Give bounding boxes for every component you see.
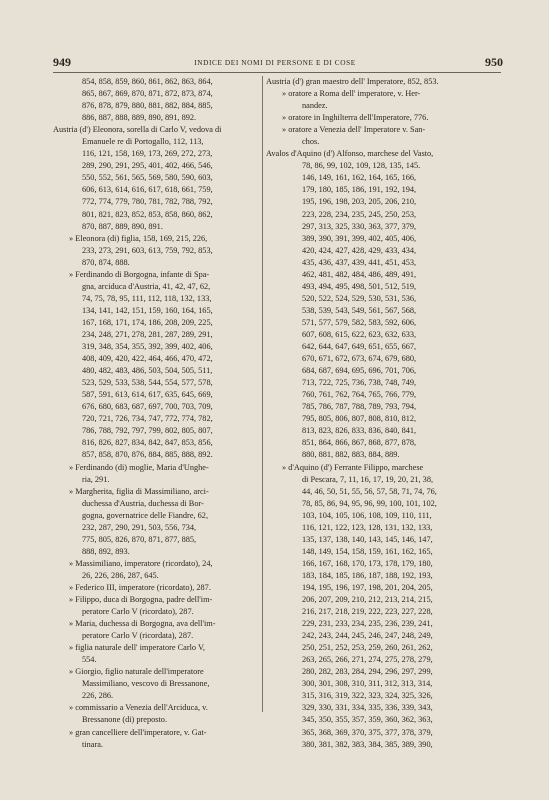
header-rule xyxy=(53,72,501,73)
page-number-right: 950 xyxy=(485,55,503,69)
index-line: » gran cancelliere dell'imperatore, v. Gat- xyxy=(69,727,207,737)
index-line: nandez. xyxy=(302,101,328,111)
index-line: 587, 591, 613, 614, 617, 635, 645, 669, xyxy=(82,390,213,400)
index-line: 250, 251, 252, 253, 259, 260, 261, 262, xyxy=(302,643,433,653)
index-line: 772, 774, 779, 780, 781, 782, 788, 792, xyxy=(82,197,213,207)
index-line: 146, 149, 161, 162, 164, 165, 166, xyxy=(302,173,417,183)
index-line: 785, 786, 787, 788, 789, 793, 794, xyxy=(302,402,417,412)
index-line: peratore Carlo V (ricordata), 287. xyxy=(82,631,194,641)
index-line: duchessa d'Austria, duchessa di Bor- xyxy=(82,498,204,508)
index-line: 493, 494, 495, 498, 501, 512, 519, xyxy=(302,281,417,291)
index-line: Emanuele re di Portogallo, 112, 113, xyxy=(82,137,204,147)
index-line: » Ferdinando (di) moglie, Maria d'Unghe- xyxy=(69,462,209,472)
index-line: » Massimiliano, imperatore (ricordato), 24, xyxy=(69,558,213,568)
index-line: 876, 878, 879, 880, 881, 882, 884, 885, xyxy=(82,101,213,111)
index-line: » d'Aquino (d') Ferrante Filippo, marchese xyxy=(282,462,424,472)
index-line: 523, 529, 533, 538, 544, 554, 577, 578, xyxy=(82,378,213,388)
index-line: 26, 226, 286, 287, 645. xyxy=(82,570,159,580)
index-line: 263, 265, 266, 271, 274, 275, 278, 279, xyxy=(302,655,433,665)
index-line: 300, 301, 308, 310, 311, 312, 313, 314, xyxy=(302,679,433,689)
index-line: 851, 864, 866, 867, 868, 877, 878, xyxy=(302,438,417,448)
index-line: 760, 761, 762, 764, 765, 766, 779, xyxy=(302,390,417,400)
index-line: 74, 75, 78, 95, 111, 112, 118, 132, 133, xyxy=(82,293,212,303)
index-line: 408, 409, 420, 422, 464, 466, 470, 472, xyxy=(82,354,213,364)
index-line: 148, 149, 154, 158, 159, 161, 162, 165, xyxy=(302,546,433,556)
index-line: chos. xyxy=(302,137,320,147)
index-line: peratore Carlo V (ricordato), 287. xyxy=(82,607,194,617)
index-line: 607, 608, 615, 622, 623, 632, 633, xyxy=(302,329,417,339)
index-line: 116, 121, 158, 169, 173, 269, 272, 273, xyxy=(82,149,213,159)
page-number-left: 949 xyxy=(53,55,71,69)
index-line: 795, 805, 806, 807, 808, 810, 812, xyxy=(302,414,417,424)
index-line: 280, 282, 283, 284, 294, 296, 297, 299, xyxy=(302,667,433,677)
index-line: 720, 721, 726, 734, 747, 772, 774, 782, xyxy=(82,414,213,424)
index-line: 786, 788, 792, 797, 799, 802, 805, 807, xyxy=(82,426,213,436)
index-line: Austria (d') gran maestro dell' Imperatore, 852, 853. xyxy=(266,77,439,86)
index-line: » Ferdinando di Borgogna, infante di Spa- xyxy=(69,269,210,279)
index-line: 870, 874, 888. xyxy=(82,257,130,267)
index-line: 554. xyxy=(82,655,97,665)
index-line: 857, 858, 870, 876, 884, 885, 888, 892. xyxy=(82,450,213,460)
index-line: 886, 887, 888, 889, 890, 891, 892. xyxy=(82,113,197,123)
index-line: 642, 644, 647, 649, 651, 655, 667, xyxy=(302,342,417,352)
index-line: 315, 316, 319, 322, 323, 324, 325, 326, xyxy=(302,691,433,701)
index-line: 880, 881, 882, 883, 884, 889. xyxy=(302,450,400,460)
index-line: 44, 46, 50, 51, 55, 56, 57, 58, 71, 74, 76, xyxy=(302,486,437,496)
index-line: 134, 141, 142, 151, 159, 160, 164, 165, xyxy=(82,305,213,315)
index-line: ria, 291. xyxy=(82,474,110,484)
index-line: 870, 887, 889, 890, 891. xyxy=(82,221,163,231)
index-line: gogna, governatrice delle Fiandre, 62, xyxy=(82,510,209,520)
index-line: 223, 228, 234, 235, 245, 250, 253, xyxy=(302,209,417,219)
index-line: 78, 86, 99, 102, 109, 128, 135, 145. xyxy=(302,161,421,171)
index-line: 167, 168, 171, 174, 186, 208, 209, 225, xyxy=(82,317,213,327)
index-line: 606, 613, 614, 616, 617, 618, 661, 759, xyxy=(82,185,213,195)
column-divider xyxy=(262,76,263,712)
index-line: » oratore a Roma dell' imperatore, v. Her- xyxy=(282,89,421,99)
index-line: » Giorgio, figlio naturale dell'imperatore xyxy=(69,667,204,677)
index-line: 435, 436, 437, 439, 441, 451, 453, xyxy=(302,257,417,267)
index-line: 380, 381, 382, 383, 384, 385, 389, 390, xyxy=(302,739,433,749)
index-line: 206, 207, 209, 210, 212, 213, 214, 215, xyxy=(302,595,433,605)
index-line: 775, 805, 826, 870, 871, 877, 885, xyxy=(82,534,197,544)
index-line: » Eleonora (di) figlia, 158, 169, 215, 226, xyxy=(69,233,208,243)
index-line: 179, 180, 185, 186, 191, 192, 194, xyxy=(302,185,417,195)
index-line: 289, 290, 291, 295, 401, 402, 466, 546, xyxy=(82,161,213,171)
index-line: 389, 390, 391, 399, 402, 405, 406, xyxy=(302,233,417,243)
index-line: » oratore a Venezia dell' Imperatore v. San- xyxy=(282,125,426,135)
index-line: 103, 104, 105, 106, 108, 109, 110, 111, xyxy=(302,510,432,520)
index-line: 865, 867, 869, 870, 871, 872, 873, 874, xyxy=(82,89,213,99)
index-line: 684, 687, 694, 695, 696, 701, 706, xyxy=(302,366,417,376)
index-line: 713, 722, 725, 736, 738, 748, 749, xyxy=(302,378,417,388)
index-line: 670, 671, 672, 673, 674, 679, 680, xyxy=(302,354,417,364)
index-line: 194, 195, 196, 197, 198, 201, 204, 205, xyxy=(302,582,433,592)
index-line: 365, 368, 369, 370, 375, 377, 378, 379, xyxy=(302,727,433,737)
index-line: 229, 231, 233, 234, 235, 236, 239, 241, xyxy=(302,619,433,629)
index-line: 816, 826, 827, 834, 842, 847, 853, 856, xyxy=(82,438,213,448)
index-line: » Filippo, duca di Borgogna, padre dell'im- xyxy=(69,595,213,605)
index-line: 116, 121, 122, 123, 128, 131, 132, 133, xyxy=(302,522,433,532)
index-line: » figlia naturale dell' imperatore Carlo V, xyxy=(69,643,205,653)
index-line: 345, 350, 355, 357, 359, 360, 362, 363, xyxy=(302,715,433,725)
index-line: 888, 892, 893. xyxy=(82,546,130,556)
index-line: 420, 424, 427, 428, 429, 433, 434, xyxy=(302,245,417,255)
index-line: 480, 482, 483, 486, 503, 504, 505, 511, xyxy=(82,366,213,376)
index-line: 520, 522, 524, 529, 530, 531, 536, xyxy=(302,293,417,303)
index-line: 854, 858, 859, 860, 861, 862, 863, 864, xyxy=(82,77,213,86)
index-line: tinara. xyxy=(82,739,103,749)
index-line: 801, 821, 823, 852, 853, 858, 860, 862, xyxy=(82,209,213,219)
index-line: » commissario a Venezia dell'Arciduca, v. xyxy=(69,703,208,713)
index-line: 550, 552, 561, 565, 569, 580, 590, 603, xyxy=(82,173,213,183)
index-line: 166, 167, 168, 170, 173, 178, 179, 180, xyxy=(302,558,433,568)
index-line: 813, 823, 826, 833, 836, 840, 841, xyxy=(302,426,417,436)
index-line: 135, 137, 138, 140, 143, 145, 146, 147, xyxy=(302,534,433,544)
index-line: Bressanone (di) preposto. xyxy=(82,715,168,725)
running-header-title: INDICE DEI NOMI DI PERSONE E DI COSE xyxy=(194,58,356,67)
index-line: gna, arciduca d'Austria, 41, 42, 47, 62, xyxy=(82,281,211,291)
index-line: » Margherita, figlia di Massimiliano, arci- xyxy=(69,486,209,496)
index-line: 571, 577, 579, 582, 583, 592, 606, xyxy=(302,317,417,327)
index-line: 319, 348, 354, 355, 392, 399, 402, 406, xyxy=(82,342,213,352)
index-line: 232, 287, 290, 291, 503, 556, 734, xyxy=(82,522,197,532)
index-line: Austria (d') Eleonora, sorella di Carlo V, vedova di xyxy=(53,125,222,135)
index-line: 195, 196, 198, 203, 205, 206, 210, xyxy=(302,197,417,207)
index-line: di Pescara, 7, 11, 16, 17, 19, 20, 21, 38, xyxy=(302,474,434,484)
index-line: 297, 313, 325, 330, 363, 377, 379, xyxy=(302,221,417,231)
index-line: 226, 286. xyxy=(82,691,114,701)
index-column-left xyxy=(53,76,258,751)
index-line: 78, 85, 86, 94, 95, 96, 99, 100, 101, 102, xyxy=(302,498,437,508)
index-line: 183, 184, 185, 186, 187, 188, 192, 193, xyxy=(302,570,433,580)
index-line: » oratore in Inghilterra dell'Imperatore, 776. xyxy=(282,113,429,123)
index-line: Avalos d'Aquino (d') Alfonso, marchese del Vasto, xyxy=(266,149,434,159)
index-line: » Maria, duchessa di Borgogna, ava dell'im- xyxy=(69,619,216,629)
index-line: Massimiliano, vescovo di Bressanone, xyxy=(82,679,210,689)
index-line: » Federico III, imperatore (ricordato), 287. xyxy=(69,582,211,592)
index-line: 216, 217, 218, 219, 222, 223, 227, 228, xyxy=(302,607,433,617)
index-line: 538, 539, 543, 549, 561, 567, 568, xyxy=(302,305,417,315)
index-line: 233, 273, 291, 603, 613, 759, 792, 853, xyxy=(82,245,213,255)
index-line: 329, 330, 331, 334, 335, 336, 339, 343, xyxy=(302,703,433,713)
index-line: 676, 680, 683, 687, 697, 700, 703, 709, xyxy=(82,402,213,412)
index-column-right xyxy=(266,76,502,751)
index-line: 234, 248, 271, 278, 281, 287, 289, 291, xyxy=(82,329,213,339)
index-line: 242, 243, 244, 245, 246, 247, 248, 249, xyxy=(302,631,433,641)
index-line: 462, 481, 482, 484, 486, 489, 491, xyxy=(302,269,417,279)
